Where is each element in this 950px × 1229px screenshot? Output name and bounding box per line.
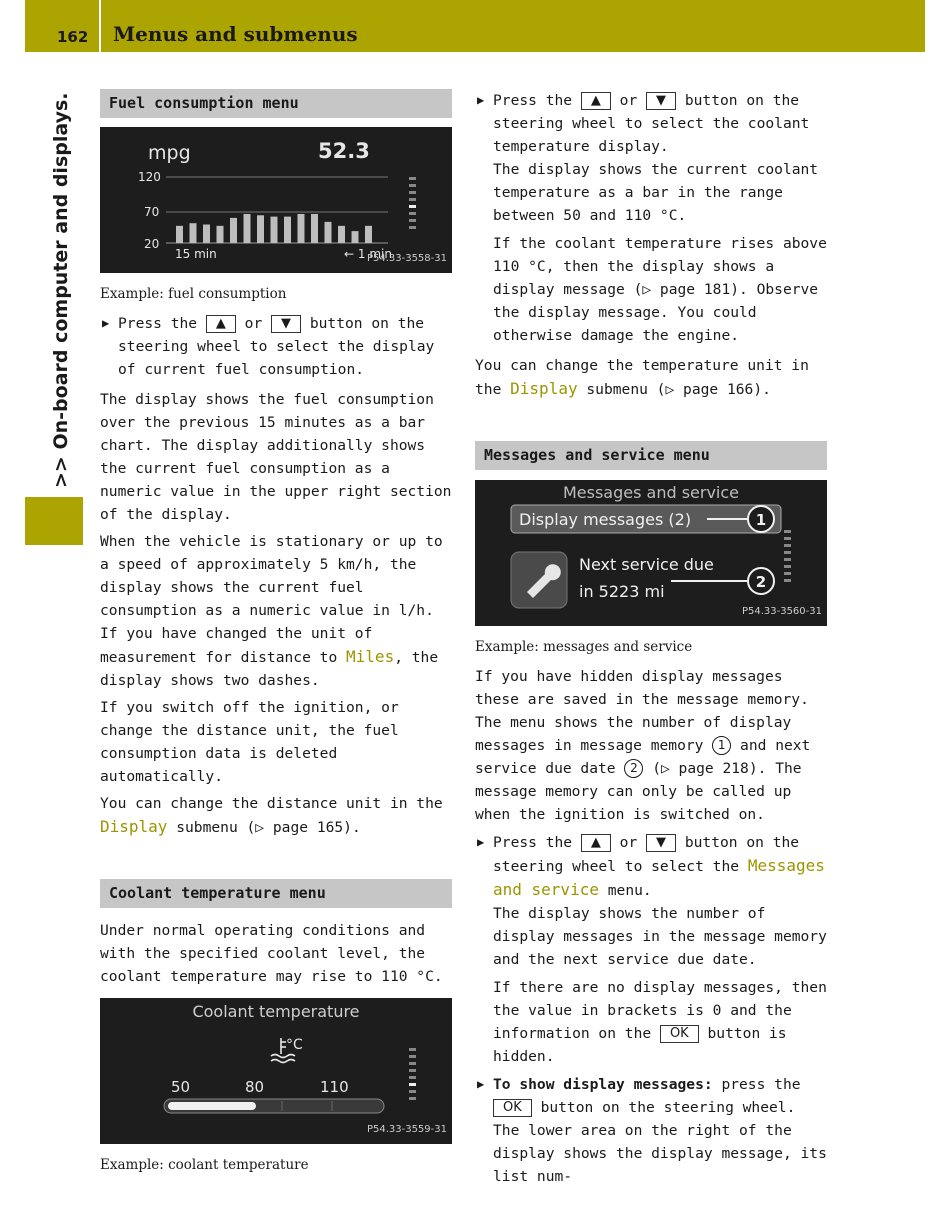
keyword-display: Display [510,379,578,398]
coolant-temperature-screen [100,998,452,1144]
page-header [25,0,925,52]
up-key: ▲ [581,834,611,852]
fuel-bar [352,231,359,243]
fuel-bar [217,226,224,243]
temperature-bar-fill [168,1102,256,1110]
y-tick-120: 120 [138,170,161,184]
bullet-triangle-icon: ▶ [477,1077,485,1091]
fuel-bar [244,214,251,243]
fuel-paragraph-1: The display shows the fuel consumption over the previous 15 minutes as a bar chart. The display additionally shows the current fuel consumption as a numeric value in the upper right section of the display. [100,391,452,523]
bullet-triangle-icon: ▶ [477,835,485,849]
figure-id: P54.33-3558-31 [366,253,447,264]
fuel-bar [365,226,372,243]
figure-id: P54.33-3560-31 [741,606,822,617]
coolant-bullet-p2: The display shows the current coolant temperature as a bar in the range between 50 and 110 °C. [493,161,819,224]
show-messages-label: To show display messages: [493,1076,713,1093]
messages-bullet-p3: If there are no display messages, then the value in brackets is 0 and the information on the OK button is hidden. [493,979,827,1065]
fuel-paragraph-3: If you switch off the ignition, or change the distance unit, the fuel consumption data is deleted automatically. [100,699,399,785]
svg-text:1: 1 [755,511,767,529]
svg-text:2: 2 [755,573,767,591]
fuel-bar [230,218,237,243]
fuel-paragraph-4: You can change the distance unit in the Display submenu (▷ page 165). [100,795,443,836]
tick-50: 50 [171,1078,191,1096]
x-label-15min: 15 min [175,247,217,261]
section-sidebar-label: >> On-board computer and displays. [50,92,72,488]
left-column [100,89,452,1177]
scroll-indicator [784,530,791,582]
show-messages-p2: The lower area on the right of the display shows the display message, its list num- [493,1122,827,1185]
fuel-unit: mpg [148,142,191,164]
tick-80: 80 [245,1078,265,1096]
fuel-bar [271,217,278,243]
messages-section-heading: Messages and service menu [475,441,827,470]
figure-id: P54.33-3559-31 [366,1124,447,1135]
fuel-bar [311,214,318,243]
coolant-paragraph-1: Under normal operating conditions and with the specified coolant level, the coolant temperature may rise to 110 °C. [100,922,443,985]
fuel-bars [176,214,372,243]
messages-service-screen [475,480,827,626]
display-messages-label: Display messages (2) [519,510,692,529]
messages-bullet-p2: The display shows the number of display messages in the message memory and the next service due date. [493,905,827,968]
down-key: ▼ [646,834,676,852]
fuel-bar [176,226,183,243]
callout-ref-2: 2 [624,759,643,778]
right-column [475,89,827,1188]
keyword-miles: Miles [346,647,395,666]
fuel-section-heading: Fuel consumption menu [100,89,452,118]
bullet-triangle-icon: ▶ [102,316,110,330]
callout-ref-1: 1 [712,736,731,755]
fuel-instruction: ▶ Press the ▲ or ▼ button on the steering wheel to select the display of current fuel consumption. [100,312,452,381]
next-service-label: Next service due [579,555,714,574]
page-title: Menus and submenus [113,22,358,46]
x-label-1min: ← 1 min [344,247,392,261]
coolant-section-heading: Coolant temperature menu [100,879,452,908]
keyword-messages-and-service: Messages and service [493,856,825,899]
messages-paragraph-1: If you have hidden display messages these are saved in the message memory. The menu shows the number of display messages in message memory 1 and next service due date 2 (▷ page 218). The message memory can only be called up when the ignition is switched on. [475,668,811,823]
scroll-indicator [409,177,416,229]
coolant-instruction: ▶ Press the ▲ or ▼ button on the steering wheel to select the coolant temperature display. The display shows the current coolant temperature as a bar in the range between 50 and 110 °C. If the coolant temperature rises above 110 °C, then the display shows a display message (▷ page 181). Observe the display message. You could otherwise damage the engine. [475,89,827,347]
coolant-bullet-p3: If the coolant temperature rises above 110 °C, then the display shows a display message (▷ page 181). Observe the display message. You could otherwise damage the engine. [493,235,827,344]
fuel-bar [257,215,264,243]
ok-key: OK [660,1025,699,1043]
fuel-consumption-screen [100,127,452,273]
sidebar-marker [25,497,83,545]
coolant-title: Coolant temperature [192,1002,360,1021]
coolant-paragraph-2: You can change the temperature unit in the Display submenu (▷ page 166). [475,357,809,398]
up-key: ▲ [206,315,236,333]
fuel-bar [190,223,197,243]
coolant-caption: Example: coolant temperature [100,1157,309,1173]
down-key: ▼ [271,315,301,333]
messages-title: Messages and service [562,483,740,502]
messages-caption: Example: messages and service [475,639,693,655]
fuel-bar [203,225,210,243]
header-divider [99,0,101,52]
fuel-bar [298,214,305,243]
next-service-distance: in 5223 mi [579,582,665,601]
bullet-triangle-icon: ▶ [477,93,485,107]
coolant-unit: °C [286,1037,303,1053]
scroll-indicator [409,1048,416,1100]
fuel-caption: Example: fuel consumption [100,286,287,302]
messages-instruction: ▶ Press the ▲ or ▼ button on the steering wheel to select the Messages and service menu. The display shows the number of display messages in the message memory and the next service due date. If there are no display messages, then the value in brackets is 0 and the information on the OK button is hidden. [475,831,827,1068]
show-messages-instruction: ▶ To show display messages: press the OK button on the steering wheel. The lower area on the right of the display shows the display message, its list num- [475,1073,827,1188]
up-key: ▲ [581,92,611,110]
keyword-display: Display [100,817,168,836]
tick-110: 110 [320,1078,349,1096]
fuel-bar [284,217,291,243]
page-number: 162 [57,28,89,46]
fuel-bar [338,226,345,243]
fuel-bar [325,222,332,243]
fuel-paragraph-2: When the vehicle is stationary or up to a speed of approximately 5 km/h, the display shows the current fuel consumption as a numeric value in l/h. If you have changed the unit of measurement for distance to Miles, the display shows two dashes. [100,533,443,689]
down-key: ▼ [646,92,676,110]
y-tick-70: 70 [144,205,160,219]
y-tick-20: 20 [144,237,160,251]
ok-key: OK [493,1099,532,1117]
fuel-value: 52.3 [318,139,370,163]
